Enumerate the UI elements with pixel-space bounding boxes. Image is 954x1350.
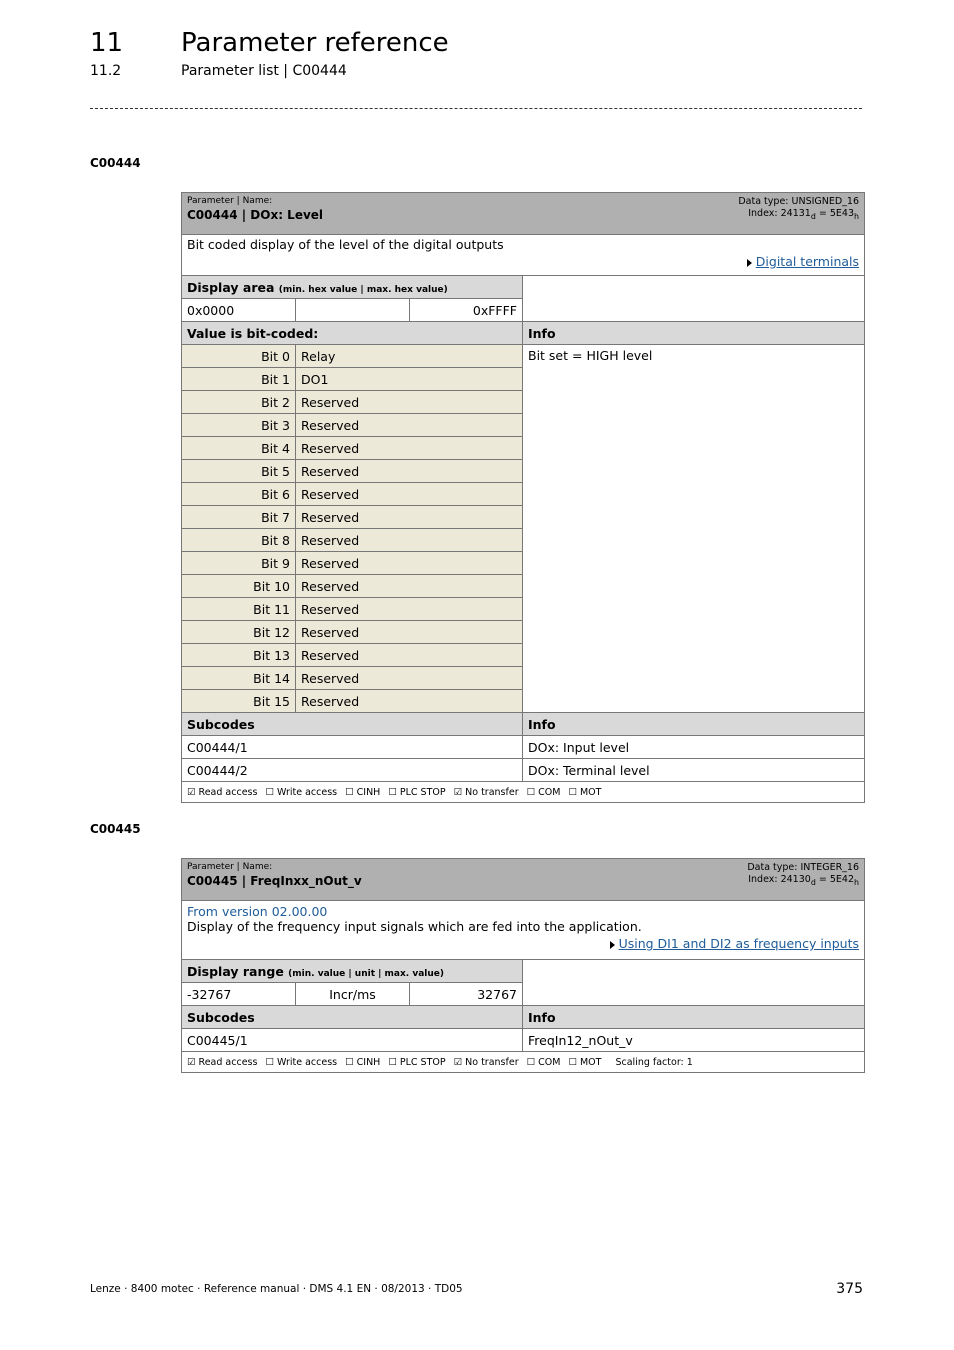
bit-number: Bit 3 [182, 414, 296, 437]
c00444-subcode-1-info: DOx: Input level [523, 736, 865, 759]
c00444-name: C00444 | DOx: Level [187, 208, 324, 222]
bit-number: Bit 8 [182, 529, 296, 552]
c00445-header [182, 859, 865, 901]
chapter-number: 11 [90, 28, 124, 58]
bit-number: Bit 6 [182, 483, 296, 506]
bit-name: Reserved [296, 598, 523, 621]
bit-name: Reserved [296, 391, 523, 414]
flag: ☐ PLC STOP [388, 1056, 446, 1068]
c00444-flags [182, 782, 865, 803]
header-divider [90, 108, 862, 109]
bit-name: DO1 [296, 368, 523, 391]
c00444-description-cell [182, 235, 865, 276]
c00445-description-cell [182, 901, 865, 960]
c00445-info-label: Info [523, 1006, 865, 1029]
c00444-subcodes-label: Subcodes [182, 713, 523, 736]
section-title: Parameter list | C00444 [181, 63, 347, 79]
bit-name: Reserved [296, 667, 523, 690]
c00444-data-type: Data type: UNSIGNED_16 [738, 196, 860, 207]
bit-number: Bit 14 [182, 667, 296, 690]
flag: ☐ COM [526, 1056, 561, 1068]
chapter-title: Parameter reference [181, 28, 449, 58]
c00445-max: 32767 [410, 983, 523, 1006]
c00444-bitcoded-label: Value is bit-coded: [182, 322, 523, 345]
c00444-index: Index: $24131_d = 5E43_h$ [748, 208, 860, 221]
c00445-min: -32767 [182, 983, 296, 1006]
c00445-version: From version 02.00.00 [187, 904, 328, 919]
bit-name: Relay [296, 345, 523, 368]
c00444-info-label: Info [523, 322, 865, 345]
flag: ☐ PLC STOP [388, 786, 446, 798]
bit-name: Reserved [296, 575, 523, 598]
flag: ☐ COM [526, 786, 561, 798]
bit-name: Reserved [296, 690, 523, 713]
bit-number: Bit 4 [182, 437, 296, 460]
scaling-factor: Scaling factor: 1 [615, 1056, 693, 1068]
bit-name: Reserved [296, 414, 523, 437]
bit-number: Bit 2 [182, 391, 296, 414]
bit-info: Bit set = HIGH level [523, 345, 865, 713]
flag: ☐ Write access [265, 1056, 338, 1068]
footer-text: Lenze · 8400 motec · Reference manual · DMS 4.1 EN · 08/2013 · TD05 [90, 1283, 463, 1295]
bit-number: Bit 11 [182, 598, 296, 621]
bit-number: Bit 1 [182, 368, 296, 391]
c00444-table [181, 192, 865, 803]
page-number: 375 [836, 1281, 863, 1297]
bit-number: Bit 15 [182, 690, 296, 713]
c00445-param-label: Parameter | Name: [187, 862, 273, 872]
bit-name: Reserved [296, 460, 523, 483]
c00444-param-label: Parameter | Name: [187, 196, 273, 206]
c00445-link[interactable]: Using DI1 and DI2 as frequency inputs [618, 936, 860, 951]
c00444-subcode-2-info: DOx: Terminal level [523, 759, 865, 782]
bit-name: Reserved [296, 483, 523, 506]
flag: ☑ No transfer [453, 1056, 519, 1068]
arrow-right-icon [747, 259, 752, 267]
c00445-display-range-label: Display range (min. value | unit | max. value) [182, 960, 523, 983]
c00444-link[interactable]: Digital terminals [755, 254, 860, 269]
c00445-subcode-1-info: FreqIn12_nOut_v [523, 1029, 865, 1052]
bit-name: Reserved [296, 552, 523, 575]
flag: ☐ CINH [345, 786, 381, 798]
bit-name: Reserved [296, 621, 523, 644]
c00445-flags [182, 1052, 865, 1073]
c00444-max: 0xFFFF [410, 299, 523, 322]
bit-number: Bit 10 [182, 575, 296, 598]
c00445-name: C00445 | FreqInxx_nOut_v [187, 874, 362, 888]
c00445-heading: C00445 [90, 822, 141, 836]
bit-number: Bit 7 [182, 506, 296, 529]
bit-number: Bit 13 [182, 644, 296, 667]
c00445-index: Index: $24130_d = 5E42_h$ [748, 874, 860, 887]
c00444-display-area-blank [523, 276, 865, 322]
flag: ☑ No transfer [453, 786, 519, 798]
bit-number: Bit 12 [182, 621, 296, 644]
flag: ☐ Write access [265, 786, 338, 798]
c00444-heading: C00444 [90, 156, 141, 170]
bit-number: Bit 0 [182, 345, 296, 368]
c00445-display-range-blank [523, 960, 865, 1006]
flag: ☐ MOT [568, 1056, 602, 1068]
c00445-data-type: Data type: INTEGER_16 [747, 862, 860, 873]
c00444-subcode-2: C00444/2 [182, 759, 523, 782]
flag: ☐ MOT [568, 786, 602, 798]
bit-name: Reserved [296, 437, 523, 460]
bit-name: Reserved [296, 506, 523, 529]
c00444-subcode-1: C00444/1 [182, 736, 523, 759]
c00445-subcode-1: C00445/1 [182, 1029, 523, 1052]
c00444-subcodes-info-label: Info [523, 713, 865, 736]
c00445-unit: Incr/ms [296, 983, 410, 1006]
flag: ☐ CINH [345, 1056, 381, 1068]
c00444-mid [296, 299, 410, 322]
arrow-right-icon [610, 941, 615, 949]
c00445-subcodes-label: Subcodes [182, 1006, 523, 1029]
bit-name: Reserved [296, 529, 523, 552]
c00444-description: Bit coded display of the level of the digital outputs [187, 237, 504, 252]
bit-name: Reserved [296, 644, 523, 667]
bit-number: Bit 5 [182, 460, 296, 483]
section-number: 11.2 [90, 63, 122, 79]
bit-number: Bit 9 [182, 552, 296, 575]
c00445-table [181, 858, 865, 1073]
flag: ☑ Read access [187, 786, 258, 798]
c00444-min: 0x0000 [182, 299, 296, 322]
c00444-display-area-label: Display area (min. hex value | max. hex value) [182, 276, 523, 299]
c00444-header [182, 193, 865, 235]
flag: ☑ Read access [187, 1056, 258, 1068]
c00445-description: Display of the frequency input signals which are fed into the application. [187, 919, 642, 934]
